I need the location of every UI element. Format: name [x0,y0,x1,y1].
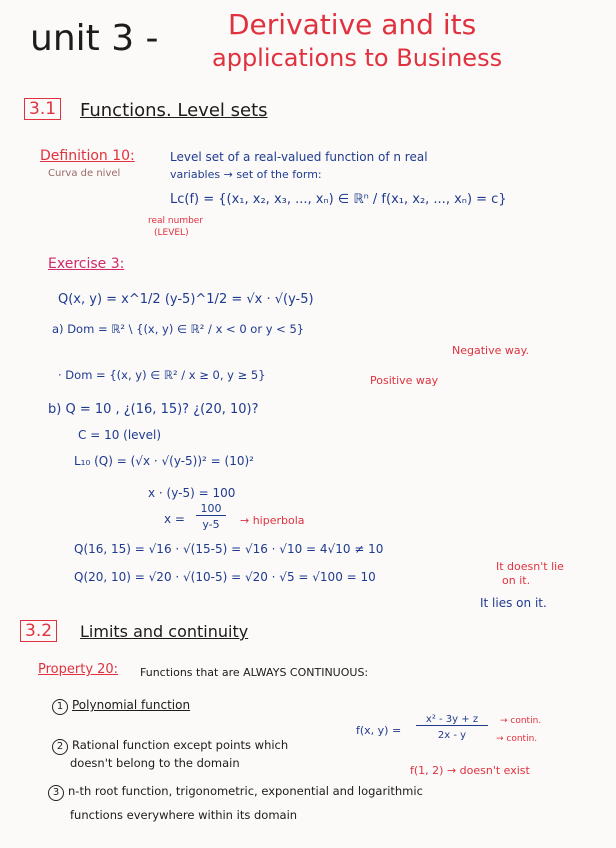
domain-a1-note: Negative way. [452,344,530,357]
page-title-line2: applications to Business [212,44,503,72]
q-16-15-note2: on it. [502,574,531,587]
section-title-32: Limits and continuity [80,622,249,641]
item-nth-root-label: n-th root function, trigonometric, exponential and logarithmic [68,784,423,798]
section-number-31: 3.1 [24,98,61,120]
item-nth-root-line2: functions everywhere within its domain [70,808,298,822]
item-nth-root [48,784,423,801]
x-fraction-numerator: 100 [196,502,226,516]
q-definition: Q(x, y) = x^1/2 (y-5)^1/2 = √x · √(y-5) [58,292,314,307]
part-b-line: b) Q = 10 , ¿(16, 15)? ¿(20, 10)? [48,402,259,417]
level-set-line: L₁₀ (Q) = (√x · √(y-5))² = (10)² [74,454,254,468]
property-text: Functions that are ALWAYS CONTINUOUS: [140,666,369,679]
q-20-10-note: It lies on it. [480,596,547,610]
item-rational-line2: doesn't belong to the domain [70,756,240,770]
domain-a2: · Dom = {(x, y) ∈ ℝ² / x ≥ 0, y ≥ 5} [58,368,266,382]
q-16-15: Q(16, 15) = √16 · √(15-5) = √16 · √10 = 4√10 ≠ 10 [74,542,384,556]
example-numerator: x² - 3y + z [416,714,488,726]
example-contin-2: → contin. [496,734,538,744]
level-set-formula: Lc(f) = {(x₁, x₂, x₃, ..., xₙ) ∈ ℝⁿ / f(x₁, x₂, ..., xₙ) = c} [170,192,507,207]
example-f: f(x, y) = [356,724,402,737]
item-polynomial [52,698,190,715]
domain-a1: a) Dom = ℝ² \ {(x, y) ∈ ℝ² / x < 0 or y < 5} [52,322,305,336]
formula-note-level: (LEVEL) [154,228,189,238]
product-line: x · (y-5) = 100 [148,486,236,500]
example-contin-1: → contin. [500,716,542,726]
definition-note: Curva de nivel [48,168,121,179]
item-1-marker: 1 [52,699,68,715]
section-title-31: Functions. Level sets [80,100,268,121]
item-rational-label: Rational function except points which [72,738,289,752]
domain-a2-note: Positive way [370,374,439,387]
definition-text-2: variables → set of the form: [170,168,322,181]
page-title-line1: Derivative and its [228,8,477,41]
property-label: Property 20: [38,662,119,677]
item-3-marker: 3 [48,785,64,801]
definition-label: Definition 10: [40,148,135,164]
hyperbola-note: → hiperbola [240,514,305,527]
unit-title: unit 3 - [30,18,159,59]
definition-text: Level set of a real-valued function of n real [170,150,428,164]
q-20-10: Q(20, 10) = √20 · √(10-5) = √20 · √5 = √100 = 10 [74,570,376,584]
exercise-label: Exercise 3: [48,256,125,272]
x-equals: x = [164,512,185,526]
example-f-1-2: f(1, 2) → doesn't exist [410,764,530,777]
item-rational [52,738,288,755]
q-16-15-note1: It doesn't lie [496,560,564,573]
item-polynomial-label: Polynomial function [72,698,191,712]
example-denominator: 2x - y [437,730,467,741]
level-c-line: C = 10 (level) [78,428,162,442]
section-number-32: 3.2 [20,620,57,642]
x-fraction-denominator: y-5 [202,518,220,531]
formula-note-real: real number [148,216,204,226]
item-2-marker: 2 [52,739,68,755]
